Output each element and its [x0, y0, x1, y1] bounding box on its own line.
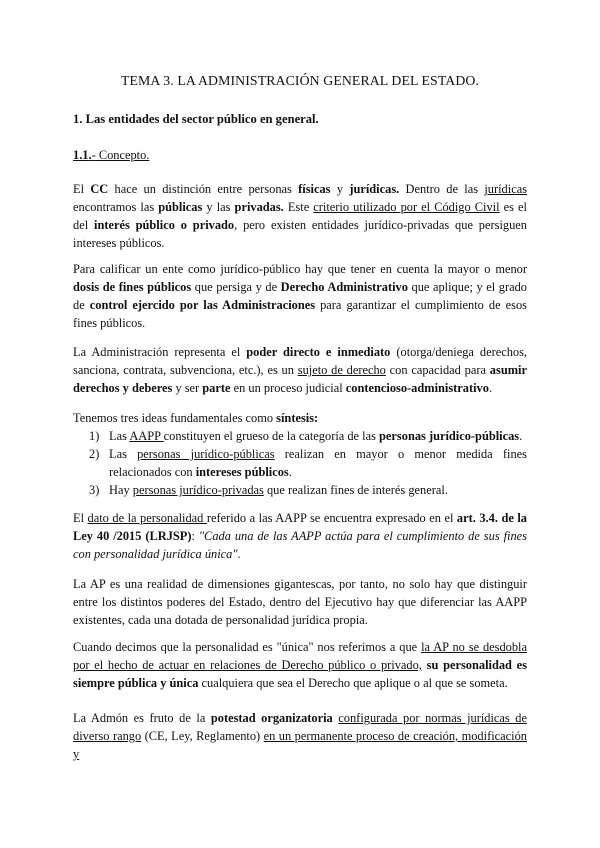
synthesis-list: [73, 427, 527, 499]
paragraph-5: El dato de la personalidad referido a las AAPP se encuentra expresado en el art. 3.4. de la Ley 40 /2015 (LRJSP): "Cada una de las AAPP actúa para el cumplimiento de sus fines con personalidad jurídica única".: [73, 511, 527, 561]
subsection-heading: [73, 146, 527, 164]
paragraph-6: La AP es una realidad de dimensiones gigantescas, por tanto, no solo hay que distinguir entre los distintos poderes del Estado, dentro del Ejecutivo hay que diferenciar las AAPP existentes, cada una dotada de personalidad jurídica propia.: [73, 577, 527, 627]
list-item: 1) Las AAPP constituyen el grueso de la categoría de las personas jurídico-públicas.: [89, 429, 523, 443]
paragraph-8: La Admón es fruto de la potestad organizatoria configurada por normas jurídicas de diverso rango (CE, Ley, Reglamento) en un permanente proceso de creación, modificación y: [73, 711, 527, 761]
section-heading: 1. Las entidades del sector público en general.: [73, 112, 319, 126]
subsection-number: 1.1.: [73, 148, 92, 162]
page-title: TEMA 3. LA ADMINISTRACIÓN GENERAL DEL ESTADO.: [120, 73, 479, 88]
paragraph-2: Para calificar un ente como jurídico-público hay que tener en cuenta la mayor o menor dosis de fines públicos que persiga y de Derecho Administrativo que aplique; y el grado de control ejercido por las Administraciones para garantizar el cumplimiento de esos fines públicos.: [73, 262, 527, 330]
paragraph-7: Cuando decimos que la personalidad es "única" nos referimos a que la AP no se desdobla por el hecho de actuar en relaciones de Derecho público o privado, su personalidad es siempre pública y única cualquiera que sea el Derecho que aplique o al que se someta.: [73, 640, 527, 690]
list-item: 3) Hay personas jurídico-privadas que realizan fines de interés general.: [89, 483, 448, 497]
paragraph-3: La Administración representa el poder directo e inmediato (otorga/deniega derechos, sanciona, contrata, subvenciona, etc.), es un sujeto de derecho con capacidad para asumir derechos y deberes y ser parte en un proceso judicial contencioso-administrativo.: [73, 345, 528, 395]
paragraph-synthesis-intro: Tenemos tres ideas fundamentales como síntesis:: [73, 411, 319, 425]
list-item: 2) Las personas jurídico-públicas realizan en mayor o menor medida fines relacionados con intereses públicos.: [89, 447, 527, 479]
paragraph-1: El CC hace un distinción entre personas físicas y jurídicas. Dentro de las jurídicas encontramos las públicas y las privadas. Este criterio utilizado por el Código Civil es el del interés público o privado, pero existen entidades jurídico-privadas que persiguen intereses públicos.: [73, 182, 528, 250]
subsection-title: - Concepto.: [91, 148, 150, 162]
